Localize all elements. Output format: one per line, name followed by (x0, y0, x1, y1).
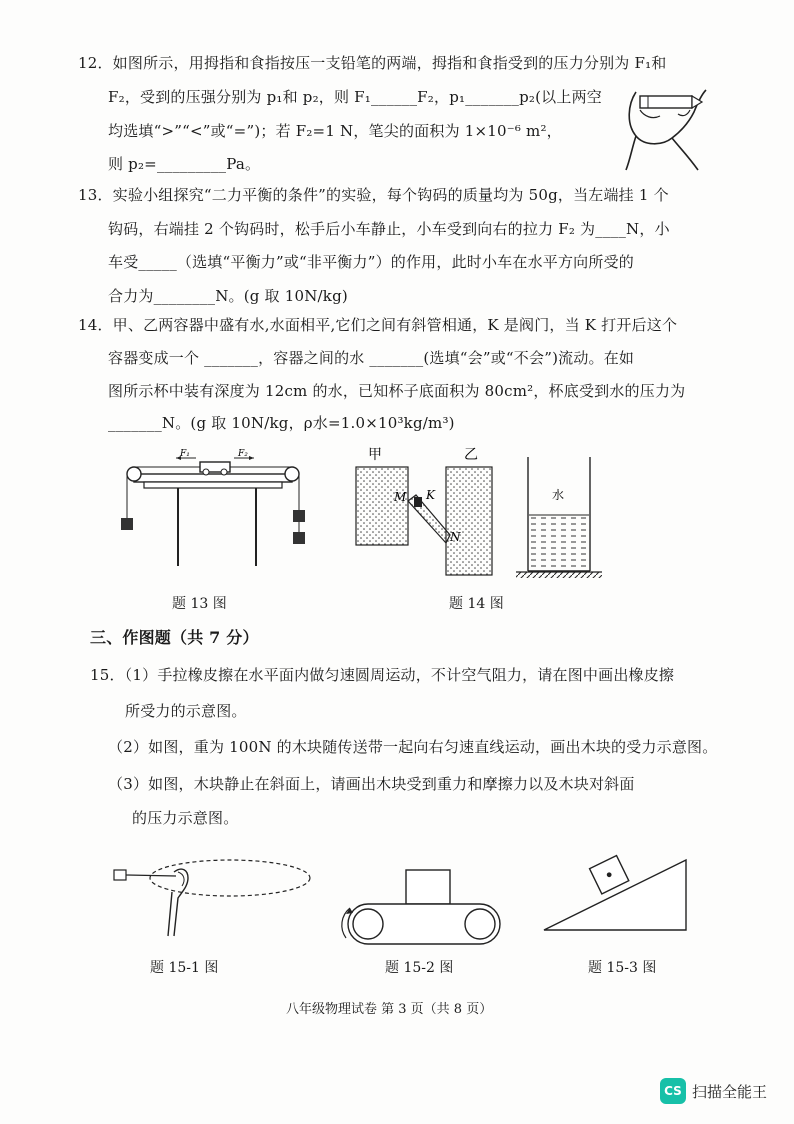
connected-vessels-figure (350, 443, 610, 583)
point-label-n: N (450, 530, 461, 544)
section-3-title: 三、作图题（共 7 分） (90, 628, 259, 647)
eraser-circle-figure (112, 852, 312, 938)
vessel-label-jia: 甲 (368, 447, 382, 463)
q12-line-3: 均选填“>”“<”或“=”)；若 F₂=1 N，笔尖的面积为 1×10⁻⁶ m²， (108, 122, 562, 140)
cart-balance-figure (118, 448, 308, 578)
point-label-m: M (394, 490, 407, 504)
q14-line-1: 14．甲、乙两容器中盛有水,水面相平,它们之间有斜管相通，K 是阀门，当 K 打开后这个 (78, 316, 678, 334)
camscanner-logo-icon: CS (660, 1078, 686, 1104)
scanner-watermark (660, 1078, 767, 1104)
conveyor-belt-figure (338, 866, 508, 946)
watermark-app-name: 扫描全能王 (692, 1082, 768, 1101)
page-footer: 八年级物理试卷 第 3 页（共 8 页） (286, 1002, 493, 1017)
q14-line-4: _______N。(g 取 10N/kg，ρ水=1.0×10³kg/m³) (108, 414, 455, 432)
q12-line-2: F₂，受到的压强分别为 p₁和 p₂，则 F₁______F₂，p₁_______p₂(以上两空 (108, 88, 602, 106)
fig15-2-caption: 题 15-2 图 (385, 960, 454, 976)
force-label-f1: F₁ (180, 449, 190, 459)
vessel-label-yi: 乙 (464, 447, 478, 463)
valve-label-k: K (426, 488, 435, 502)
q15-line-1: 15．（1）手拉橡皮擦在水平面内做匀速圆周运动，不计空气阻力，请在图中画出橡皮擦 (90, 666, 675, 684)
pencil-hand-figure (618, 84, 718, 174)
q13-line-1: 13．实验小组探究“二力平衡的条件”的实验，每个钩码的质量均为 50g，当左端挂 1 个 (78, 186, 669, 204)
fig14-caption: 题 14 图 (449, 596, 504, 612)
q15-line-2: 所受力的示意图。 (125, 702, 247, 720)
fig15-1-caption: 题 15-1 图 (150, 960, 219, 976)
q12-line-4: 则 p₂=_________Pa。 (108, 155, 261, 173)
fig13-caption: 题 13 图 (172, 596, 227, 612)
q15-line-4: （3）如图，木块静止在斜面上，请画出木块受到重力和摩擦力以及木块对斜面 (108, 775, 635, 793)
q14-line-2: 容器变成一个 _______，容器之间的水 _______(选填“会”或“不会”)流动。在如 (108, 349, 635, 367)
fig15-3-caption: 题 15-3 图 (588, 960, 657, 976)
q15-line-5: 的压力示意图。 (132, 809, 239, 827)
q12-line-1: 12．如图所示，用拇指和食指按压一支铅笔的两端，拇指和食指受到的压力分别为 F₁和 (78, 54, 667, 72)
incline-block-figure (540, 852, 690, 934)
q15-line-3: （2）如图，重为 100N 的木块随传送带一起向右匀速直线运动，画出木块的受力示意图。 (108, 738, 718, 756)
q13-line-2: 钩码，右端挂 2 个钩码时，松手后小车静止，小车受到向右的拉力 F₂ 为____N，小 (108, 220, 670, 238)
water-label: 水 (552, 488, 565, 502)
q14-line-3: 图所示杯中装有深度为 12cm 的水，已知杯子底面积为 80cm²，杯底受到水的压力为 (108, 382, 686, 400)
force-label-f2: F₂ (238, 449, 248, 459)
q13-line-3: 车受_____（选填“平衡力”或“非平衡力”）的作用，此时小车在水平方向所受的 (108, 253, 634, 271)
q13-line-4: 合力为________N。(g 取 10N/kg) (108, 287, 348, 305)
